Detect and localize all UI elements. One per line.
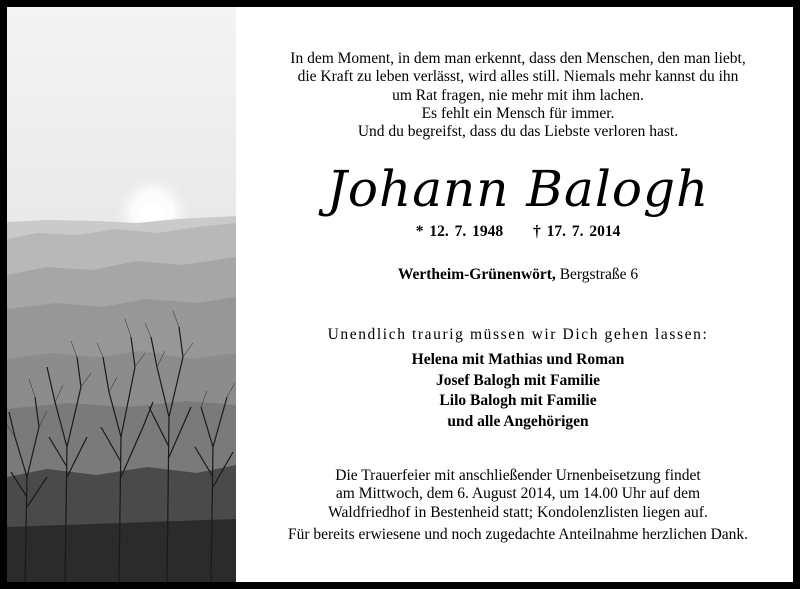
birth-date: * 12. 7. 1948 xyxy=(415,223,504,240)
address-street: Bergstraße 6 xyxy=(555,266,639,283)
mourner: Helena mit Mathias und Roman xyxy=(411,351,625,368)
funeral-info xyxy=(243,467,793,522)
mourners-list xyxy=(243,350,793,432)
funeral-line: Die Trauerfeier mit anschließender Urnenbeisetzung findet xyxy=(335,467,701,484)
death-date: † 17. 7. 2014 xyxy=(532,223,621,240)
mourner: Lilo Balogh mit Familie xyxy=(439,392,597,409)
poem-line: Und du begreifst, dass du das Liebste verloren hast. xyxy=(357,123,679,141)
landscape-photo xyxy=(7,7,236,582)
address-place: Wertheim-Grünenwört, xyxy=(397,266,556,283)
poem-line: die Kraft zu leben verlässt, wird alles still. Niemals mehr kannst du ihn xyxy=(297,68,739,86)
address xyxy=(243,266,793,284)
mourner: Josef Balogh mit Familie xyxy=(435,371,601,389)
mourner: und alle Angehörigen xyxy=(447,412,589,430)
poem-line: um Rat fragen, nie mehr mit ihm lachen. xyxy=(392,86,644,104)
poem-line: Es fehlt ein Mensch für immer. xyxy=(421,104,615,122)
deceased-name: Johann Balogh xyxy=(326,160,710,218)
grief-line: Unendlich traurig müssen wir Dich gehen lassen: xyxy=(327,326,709,343)
misty-sunrise-image xyxy=(7,7,236,582)
funeral-line: Waldfriedhof in Bestenheid statt; Kondolenzlisten liegen auf. xyxy=(328,503,708,521)
thanks-line: Für bereits erwiesene und noch zugedachte Anteilnahme herzlichen Dank. xyxy=(287,526,749,543)
funeral-line: am Mittwoch, dem 6. August 2014, um 14.00 Uhr auf dem xyxy=(335,485,701,503)
poem-line: In dem Moment, in dem man erkennt, dass den Menschen, den man liebt, xyxy=(290,50,746,67)
notice-text xyxy=(243,7,793,582)
life-dates xyxy=(243,223,793,241)
poem xyxy=(243,50,793,141)
